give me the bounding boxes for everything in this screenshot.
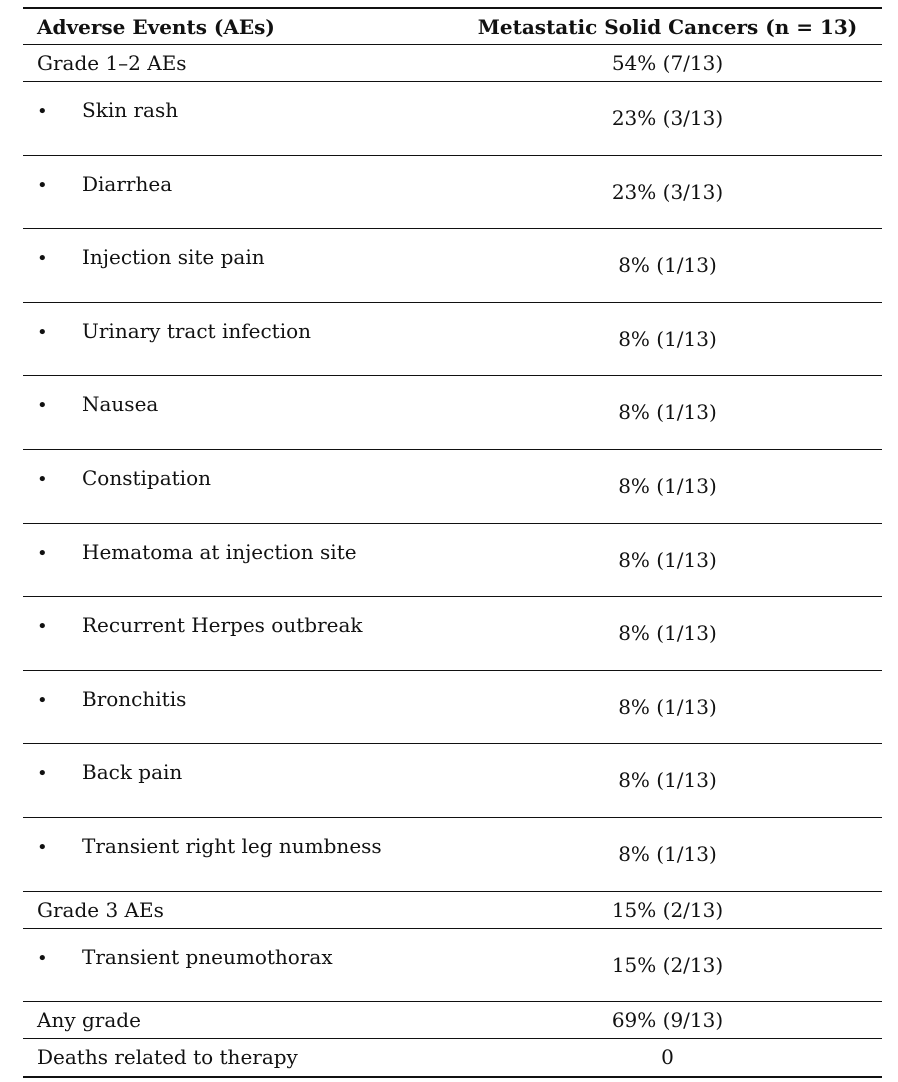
bullet-icon: • (37, 468, 48, 490)
event-rate-value: 15% (2/13) (611, 897, 724, 922)
table-row-item (23, 929, 882, 1003)
event-rate-value: 8% (1/13) (618, 768, 717, 793)
event-label: Bronchitis (82, 686, 187, 711)
table-row-item (23, 303, 882, 377)
table-row-item (23, 524, 882, 598)
bullet-icon: • (37, 689, 48, 711)
table-row-item (23, 671, 882, 745)
event-rate-value: 69% (9/13) (611, 1008, 724, 1033)
event-label: Urinary tract infection (82, 318, 312, 343)
event-rate-value: 8% (1/13) (618, 694, 717, 719)
header-adverse-events: Adverse Events (AEs) (37, 15, 275, 39)
table-row-item (23, 229, 882, 303)
table-row-item (23, 450, 882, 524)
table-row-group (23, 1039, 882, 1076)
event-rate-value: 8% (1/13) (618, 621, 717, 646)
event-rate-value: 23% (3/13) (611, 106, 724, 130)
table-row-group (23, 45, 882, 82)
event-rate-value: 15% (2/13) (611, 952, 724, 977)
event-rate-value: 23% (3/13) (611, 179, 724, 204)
bullet-icon: • (37, 101, 48, 122)
bullet-icon: • (37, 616, 48, 638)
bullet-icon: • (37, 248, 48, 270)
table-row-group (23, 892, 882, 929)
table-row-item (23, 376, 882, 450)
bullet-icon: • (37, 836, 48, 858)
group-label: Grade 1–2 AEs (37, 51, 187, 75)
table-row-group (23, 1002, 882, 1039)
event-rate-value: 8% (1/13) (618, 547, 717, 572)
bullet-icon: • (37, 174, 48, 196)
table-row-item (23, 818, 882, 892)
group-label: Deaths related to therapy (37, 1045, 298, 1070)
bullet-icon: • (37, 542, 48, 564)
event-label: Back pain (82, 760, 183, 785)
group-label: Grade 3 AEs (37, 897, 164, 922)
event-label: Nausea (82, 392, 159, 417)
table-row-item (23, 597, 882, 671)
table-row-item (23, 744, 882, 818)
adverse-events-table (23, 7, 882, 1078)
event-label: Skin rash (82, 98, 179, 122)
event-rate-value: 8% (1/13) (618, 400, 717, 425)
event-label: Transient right leg numbness (82, 833, 382, 858)
table-row-item (23, 156, 882, 230)
bullet-icon: • (37, 947, 48, 969)
bullet-icon: • (37, 763, 48, 785)
table-header-row (23, 9, 882, 45)
table-bottom-rule (23, 1076, 882, 1078)
group-label: Any grade (37, 1008, 141, 1033)
table-row-item (23, 82, 882, 156)
header-metastatic-solid-cancers: Metastatic Solid Cancers (n = 13) (477, 15, 858, 39)
event-label: Diarrhea (82, 171, 173, 196)
event-rate-value: 0 (661, 1045, 674, 1070)
table-body (23, 45, 882, 1076)
event-label: Injection site pain (82, 245, 265, 270)
event-label: Hematoma at injection site (82, 539, 357, 564)
event-label: Recurrent Herpes outbreak (82, 613, 363, 638)
bullet-icon: • (37, 321, 48, 343)
event-label: Constipation (82, 465, 212, 490)
event-rate-value: 8% (1/13) (618, 253, 717, 278)
event-rate-value: 54% (7/13) (611, 51, 724, 75)
event-rate-value: 8% (1/13) (618, 841, 717, 866)
event-rate-value: 8% (1/13) (618, 326, 717, 351)
event-label: Transient pneumothorax (82, 944, 333, 969)
event-rate-value: 8% (1/13) (618, 473, 717, 498)
bullet-icon: • (37, 395, 48, 417)
